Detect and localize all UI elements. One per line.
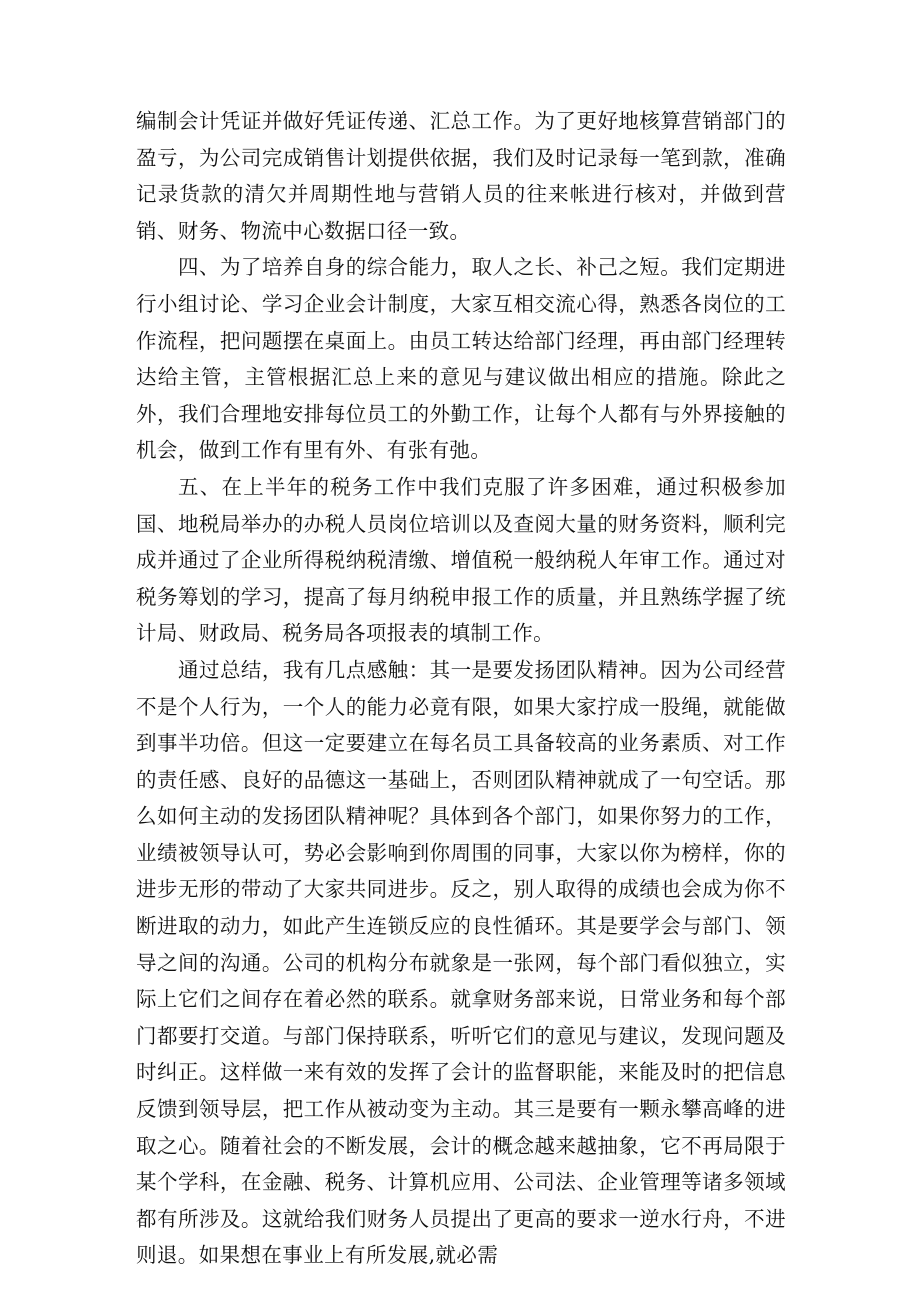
paragraph-2: 四、为了培养自身的综合能力，取人之长、补己之短。我们定期进行小组讨论、学习企业会计制度，大家互相交流心得，熟悉各岗位的工作流程，把问题摆在桌面上。由员工转达给部门经理，再由部门经理转达给主管，主管根据汇总上来的意见与建议做出相应的措施。除此之外，我们合理地安排每位员工的外勤工作，让每个人都有与外界接触的机会，做到工作有里有外、有张有弛。 bbox=[136, 255, 786, 463]
paragraph-4: 通过总结，我有几点感触：其一是要发扬团队精神。因为公司经营不是个人行为，一个人的能力必竟有限，如果大家拧成一股绳，就能做到事半功倍。但这一定要建立在每名员工具备较高的业务素质、对工作的责任感、良好的品德这一基础上，否则团队精神就成了一句空话。那么如何主动的发扬团队精神呢？具体到各个部门，如果你努力的工作，业绩被领导认可，势必会影响到你周围的同事，大家以你为榜样，你的进步无形的带动了大家共同进步。反之，别人取得的成绩也会成为你不断进取的动力，如此产生连锁反应的良性循环。其是要学会与部门、领导之间的沟通。公司的机构分布就象是一张网，每个部门看似独立，实际上它们之间存在着必然的联系。就拿财务部来说，日常业务和每个部门都要打交道。与部门保持联系，听听它们的意见与建议，发现问题及时纠正。这样做一来有效的发挥了会计的监督职能，来能及时的把信息反馈到领导层，把工作从被动变为主动。其三是要有一颗永攀高峰的进取之心。随着社会的不断发展，会计的概念越来越抽象，它不再局限于某个学科，在金融、税务、计算机应用、公司法、企业管理等诸多领域都有所涉及。这就给我们财务人员提出了更高的要求一逆水行舟，不进则退。如果想在事业上有所发展,就必需 bbox=[136, 657, 786, 1268]
paragraph-1: 编制会计凭证并做好凭证传递、汇总工作。为了更好地核算营销部门的盈亏，为公司完成销售计划提供依据，我们及时记录每一笔到款，准确记录货款的清欠并周期性地与营销人员的往来帐进行核对，并做到营销、财务、物流中心数据口径一致。 bbox=[136, 109, 786, 243]
document-body bbox=[136, 103, 786, 1274]
paragraph-3: 五、在上半年的税务工作中我们克服了许多困难，通过积极参加国、地税局举办的办税人员岗位培训以及查阅大量的财务资料，顺利完成并通过了企业所得税纳税清缴、增值税一般纳税人年审工作。通过对税务筹划的学习，提高了每月纳税申报工作的质量，并且熟练学握了统计局、财政局、税务局各项报表的填制工作。 bbox=[136, 474, 786, 646]
